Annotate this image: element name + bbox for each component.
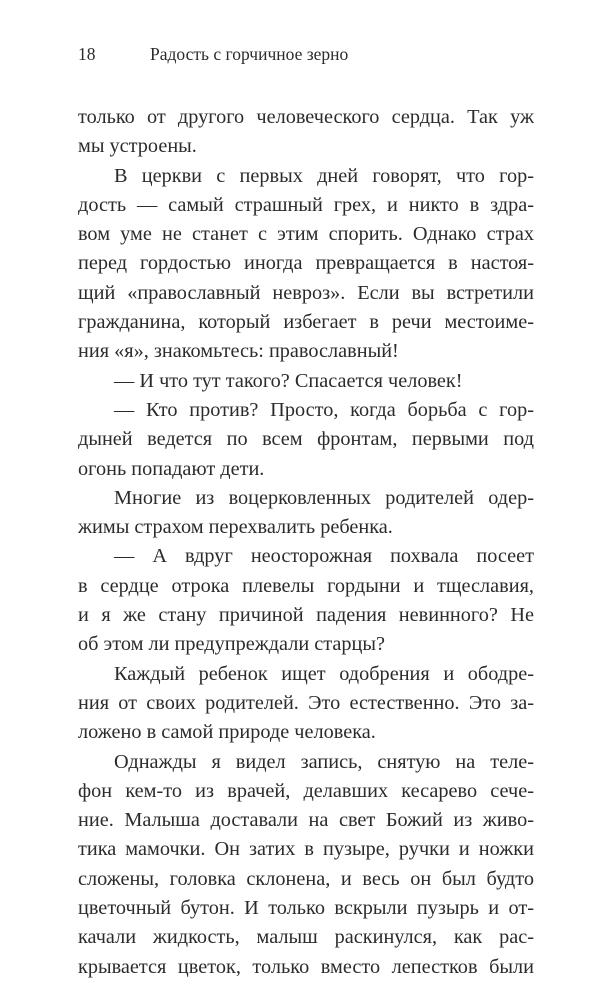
text-line: сложены, головка склонена, и весь он был будто xyxy=(78,867,534,890)
text-line: об этом ли предупреждали старцы? xyxy=(78,633,386,656)
text-line: перед гордостью иногда превращается в настоя- xyxy=(78,252,534,275)
text-line: гражданина, который избегает в речи местоиме- xyxy=(78,311,534,334)
text-line: качали жидкость, малыш раскинулся, как рас- xyxy=(78,926,534,949)
text-line: ние. Малыша доставали на свет Божий из живо- xyxy=(78,809,534,832)
text-line: фон кем-то из врачей, делавших кесарево сече- xyxy=(78,779,534,802)
text-line: — И что тут такого? Спасается человек! xyxy=(114,369,463,392)
text-line: и я же стану причиной падения невинного? Не xyxy=(78,604,534,627)
text-line: ложено в самой природе человека. xyxy=(78,721,376,744)
text-line: жимы страхом перехвалить ребенка. xyxy=(78,516,393,539)
text-line: мы устроены. xyxy=(78,135,197,158)
text-line: вом уме не станет с этим спорить. Однако страх xyxy=(78,223,534,246)
text-line: ния «я», знакомьтесь: православный! xyxy=(78,340,399,363)
text-line: крывается цветок, только вместо лепестков были xyxy=(78,955,534,978)
text-line: огонь попадают дети. xyxy=(78,457,265,480)
text-line: только от другого человеческого сердца. Так уж xyxy=(78,106,534,128)
text-line: ния от своих родителей. Это естественно. Это за- xyxy=(78,691,534,714)
text-line: дость — самый страшный грех, и никто в здра- xyxy=(78,193,534,216)
text-line: в сердце отрока плевелы гордыни и тщеславия, xyxy=(78,574,534,597)
text-line: тика мамочки. Он затих в пузыре, ручки и ножки xyxy=(78,838,534,861)
text-line: Каждый ребенок ищет одобрения и ободре- xyxy=(114,662,534,685)
running-title: Радость с горчичное зерно xyxy=(150,44,349,64)
text-line: Однажды я видел запись, снятую на теле- xyxy=(114,750,534,773)
page-number: 18 xyxy=(78,44,96,64)
body-text xyxy=(78,103,534,982)
running-header xyxy=(78,43,348,65)
text-line: щий «православный невроз». Если вы встретили xyxy=(78,281,534,304)
text-line: В церкви с первых дней говорят, что гор- xyxy=(114,164,534,187)
text-line: — Кто против? Просто, когда борьба с гор- xyxy=(114,398,534,421)
text-line: цветочный бутон. И только вскрыли пузырь и от- xyxy=(78,897,534,920)
text-line: — А вдруг неосторожная похвала посеет xyxy=(114,545,534,568)
text-line: дыней ведется по всем фронтам, первыми под xyxy=(78,428,534,451)
text-line: Многие из воцерковленных родителей одер- xyxy=(114,486,534,509)
